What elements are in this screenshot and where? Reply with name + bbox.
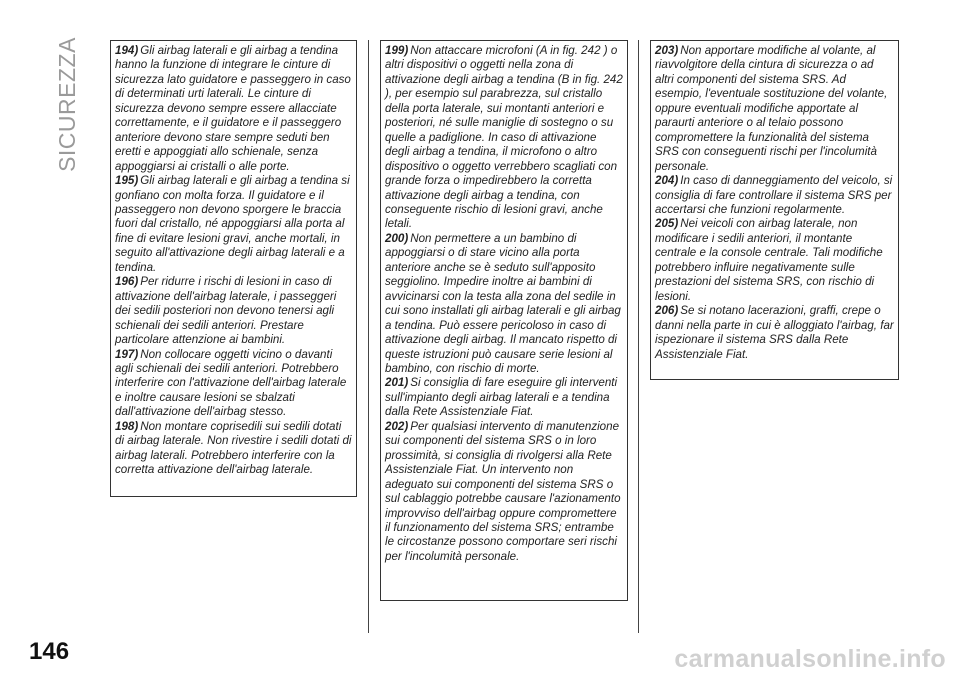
warning-number: 196) bbox=[115, 275, 139, 289]
warning-text: Si consiglia di fare eseguire gli interventi sull'impianto degli airbag laterali e a tendina dalla Rete Assistenziale Fiat. bbox=[385, 376, 618, 419]
warning-text: Non attaccare microfoni (A in fig. 242 ) o altri dispositivi o oggetti nella zona di attivazione degli airbag a tendina (B in fig. 242 ), per esempio sul parabrezza, sul cristallo della porta laterale, sui montanti anteriori e posteriori, né sulle maniglie di sostegno o su quelle a padiglione. In caso di attivazione degli airbag a tendina, il microfono o altro dispositivo o oggetto verrebbero scagliati con grande forza o impedirebbero la corretta attivazione degli airbag a tendina, con conseguente rischio di lesioni gravi, anche letali. bbox=[385, 44, 623, 231]
warning-item bbox=[385, 44, 623, 232]
warning-number: 200) bbox=[385, 231, 409, 245]
warning-text: Gli airbag laterali e gli airbag a tendina si gonfiano con molta forza. Il guidatore e il passeggero non devono sporgere le braccia fuori dal cristallo, né appoggiarsi alla porta al fine di evitare lesioni gravi, anche mortali, in seguito all'attivazione degli airbag laterali e a tendina. bbox=[115, 174, 350, 274]
warning-box-col1 bbox=[110, 40, 357, 497]
warning-number: 199) bbox=[385, 44, 409, 57]
column-divider-right bbox=[638, 40, 639, 633]
warning-text: In caso di danneggiamento del veicolo, si consiglia di fare controllare il sistema SRS per accertarsi che funzioni regolarmente. bbox=[655, 174, 893, 216]
warning-text: Non montare coprisedili sui sedili dotati di airbag laterale. Non rivestire i sedili dotati di airbag laterali. Potrebbero interferire con la corretta attivazione dell'airbag laterale. bbox=[115, 419, 352, 477]
warning-item bbox=[115, 174, 352, 275]
watermark[interactable]: carmanualsonline.info bbox=[674, 645, 946, 673]
section-label-text: SICUREZZA bbox=[53, 36, 80, 172]
warning-item bbox=[655, 44, 894, 174]
warning-number: 203) bbox=[655, 44, 679, 57]
warning-box-col2 bbox=[380, 40, 628, 601]
warning-text: Non permettere a un bambino di appoggiarsi o di stare vicino alla porta anteriore anche se è seduto sull'apposito seggiolino. Impedire inoltre ai bambini di avvicinarsi con la testa alla zona del sedile in cui sono installati gli airbag laterali e gli airbag a tendina. Può essere pericoloso in caso di attivazione degli airbag. Il mancato rispetto di queste istruzioni può causare serie lesioni al bambino, con rischio di morte. bbox=[385, 231, 621, 375]
warning-number: 202) bbox=[385, 419, 409, 433]
warning-number: 198) bbox=[115, 419, 139, 433]
warning-number: 197) bbox=[115, 347, 139, 361]
warning-text: Nei veicoli con airbag laterale, non modificare i sedili anteriori, il montante centrale e la console centrale. Tali modifiche potrebbero influire negativamente sulle prestazioni del sistema SRS, con rischio di lesioni. bbox=[655, 217, 883, 303]
warning-number: 204) bbox=[655, 174, 679, 188]
warning-item bbox=[115, 420, 352, 478]
warning-item bbox=[385, 376, 623, 419]
warning-item bbox=[385, 420, 623, 565]
warning-text: Se si notano lacerazioni, graffi, crepe o danni nella parte in cui è alloggiato l'airbag, far ispezionare il sistema SRS dalla Rete Assistenziale Fiat. bbox=[655, 304, 894, 361]
warning-item bbox=[655, 174, 894, 217]
warning-text: Per ridurre i rischi di lesioni in caso di attivazione dell'airbag laterale, i passeggeri dei sedili posteriori non devono tenersi agli schienali dei sedili anteriori. Prestare particolare attenzione ai bambini. bbox=[115, 275, 337, 347]
warning-text: Gli airbag laterali e gli airbag a tendina hanno la funzione di integrare le cinture di sicurezza lato guidatore e passeggero in caso di determinati urti laterali. Le cinture di sicurezza devono sempre essere allacciate correttamente, e il guidatore e il passeggero anteriore devono stare sempre seduti ben eretti e appoggiati allo schienale, senza appoggiarsi ai cristalli o alle porte. bbox=[115, 44, 351, 173]
warning-number: 194) bbox=[115, 44, 139, 57]
warning-item bbox=[115, 44, 352, 174]
warning-item bbox=[115, 348, 352, 420]
section-label bbox=[52, 36, 82, 172]
warning-item bbox=[655, 217, 894, 304]
warning-item bbox=[115, 275, 352, 347]
warning-box-col3 bbox=[650, 40, 899, 380]
warning-item bbox=[385, 232, 623, 377]
warning-text: Non collocare oggetti vicino o davanti agli schienali dei sedili anteriori. Potrebbero interferire con l'attivazione dell'airbag laterale e inoltre causare lesioni se sbalzati dall'attivazione dell'airbag stesso. bbox=[115, 347, 347, 419]
page-number: 146 bbox=[29, 638, 70, 665]
warning-text: Non apportare modifiche al volante, al riavvolgitore della cintura di sicurezza o ad altri componenti del sistema SRS. Ad esempio, l'eventuale sostituzione del volante, oppure eventuali modifiche apportate al paraurti anteriore o al telaio possono compromettere la funzionalità del sistema SRS con conseguenti rischi per l'incolumità personale. bbox=[655, 44, 888, 173]
warning-number: 205) bbox=[655, 217, 679, 231]
warning-item bbox=[655, 304, 894, 362]
warning-number: 206) bbox=[655, 304, 679, 318]
warning-number: 195) bbox=[115, 174, 139, 188]
warning-number: 201) bbox=[385, 376, 409, 390]
warning-text: Per qualsiasi intervento di manutenzione sui componenti del sistema SRS o in loro prossimità, si consiglia di rivolgersi alla Rete Assistenziale Fiat. Un intervento non adeguato sui componenti del sistema SRS o sul cablaggio potrebbe causare l'azionamento improvviso dell'airbag oppure compromettere il funzionamento del sistema SRS; entrambe le circostanze possono comportare seri rischi per l'incolumità personale. bbox=[385, 419, 621, 563]
column-divider-left bbox=[368, 40, 369, 633]
